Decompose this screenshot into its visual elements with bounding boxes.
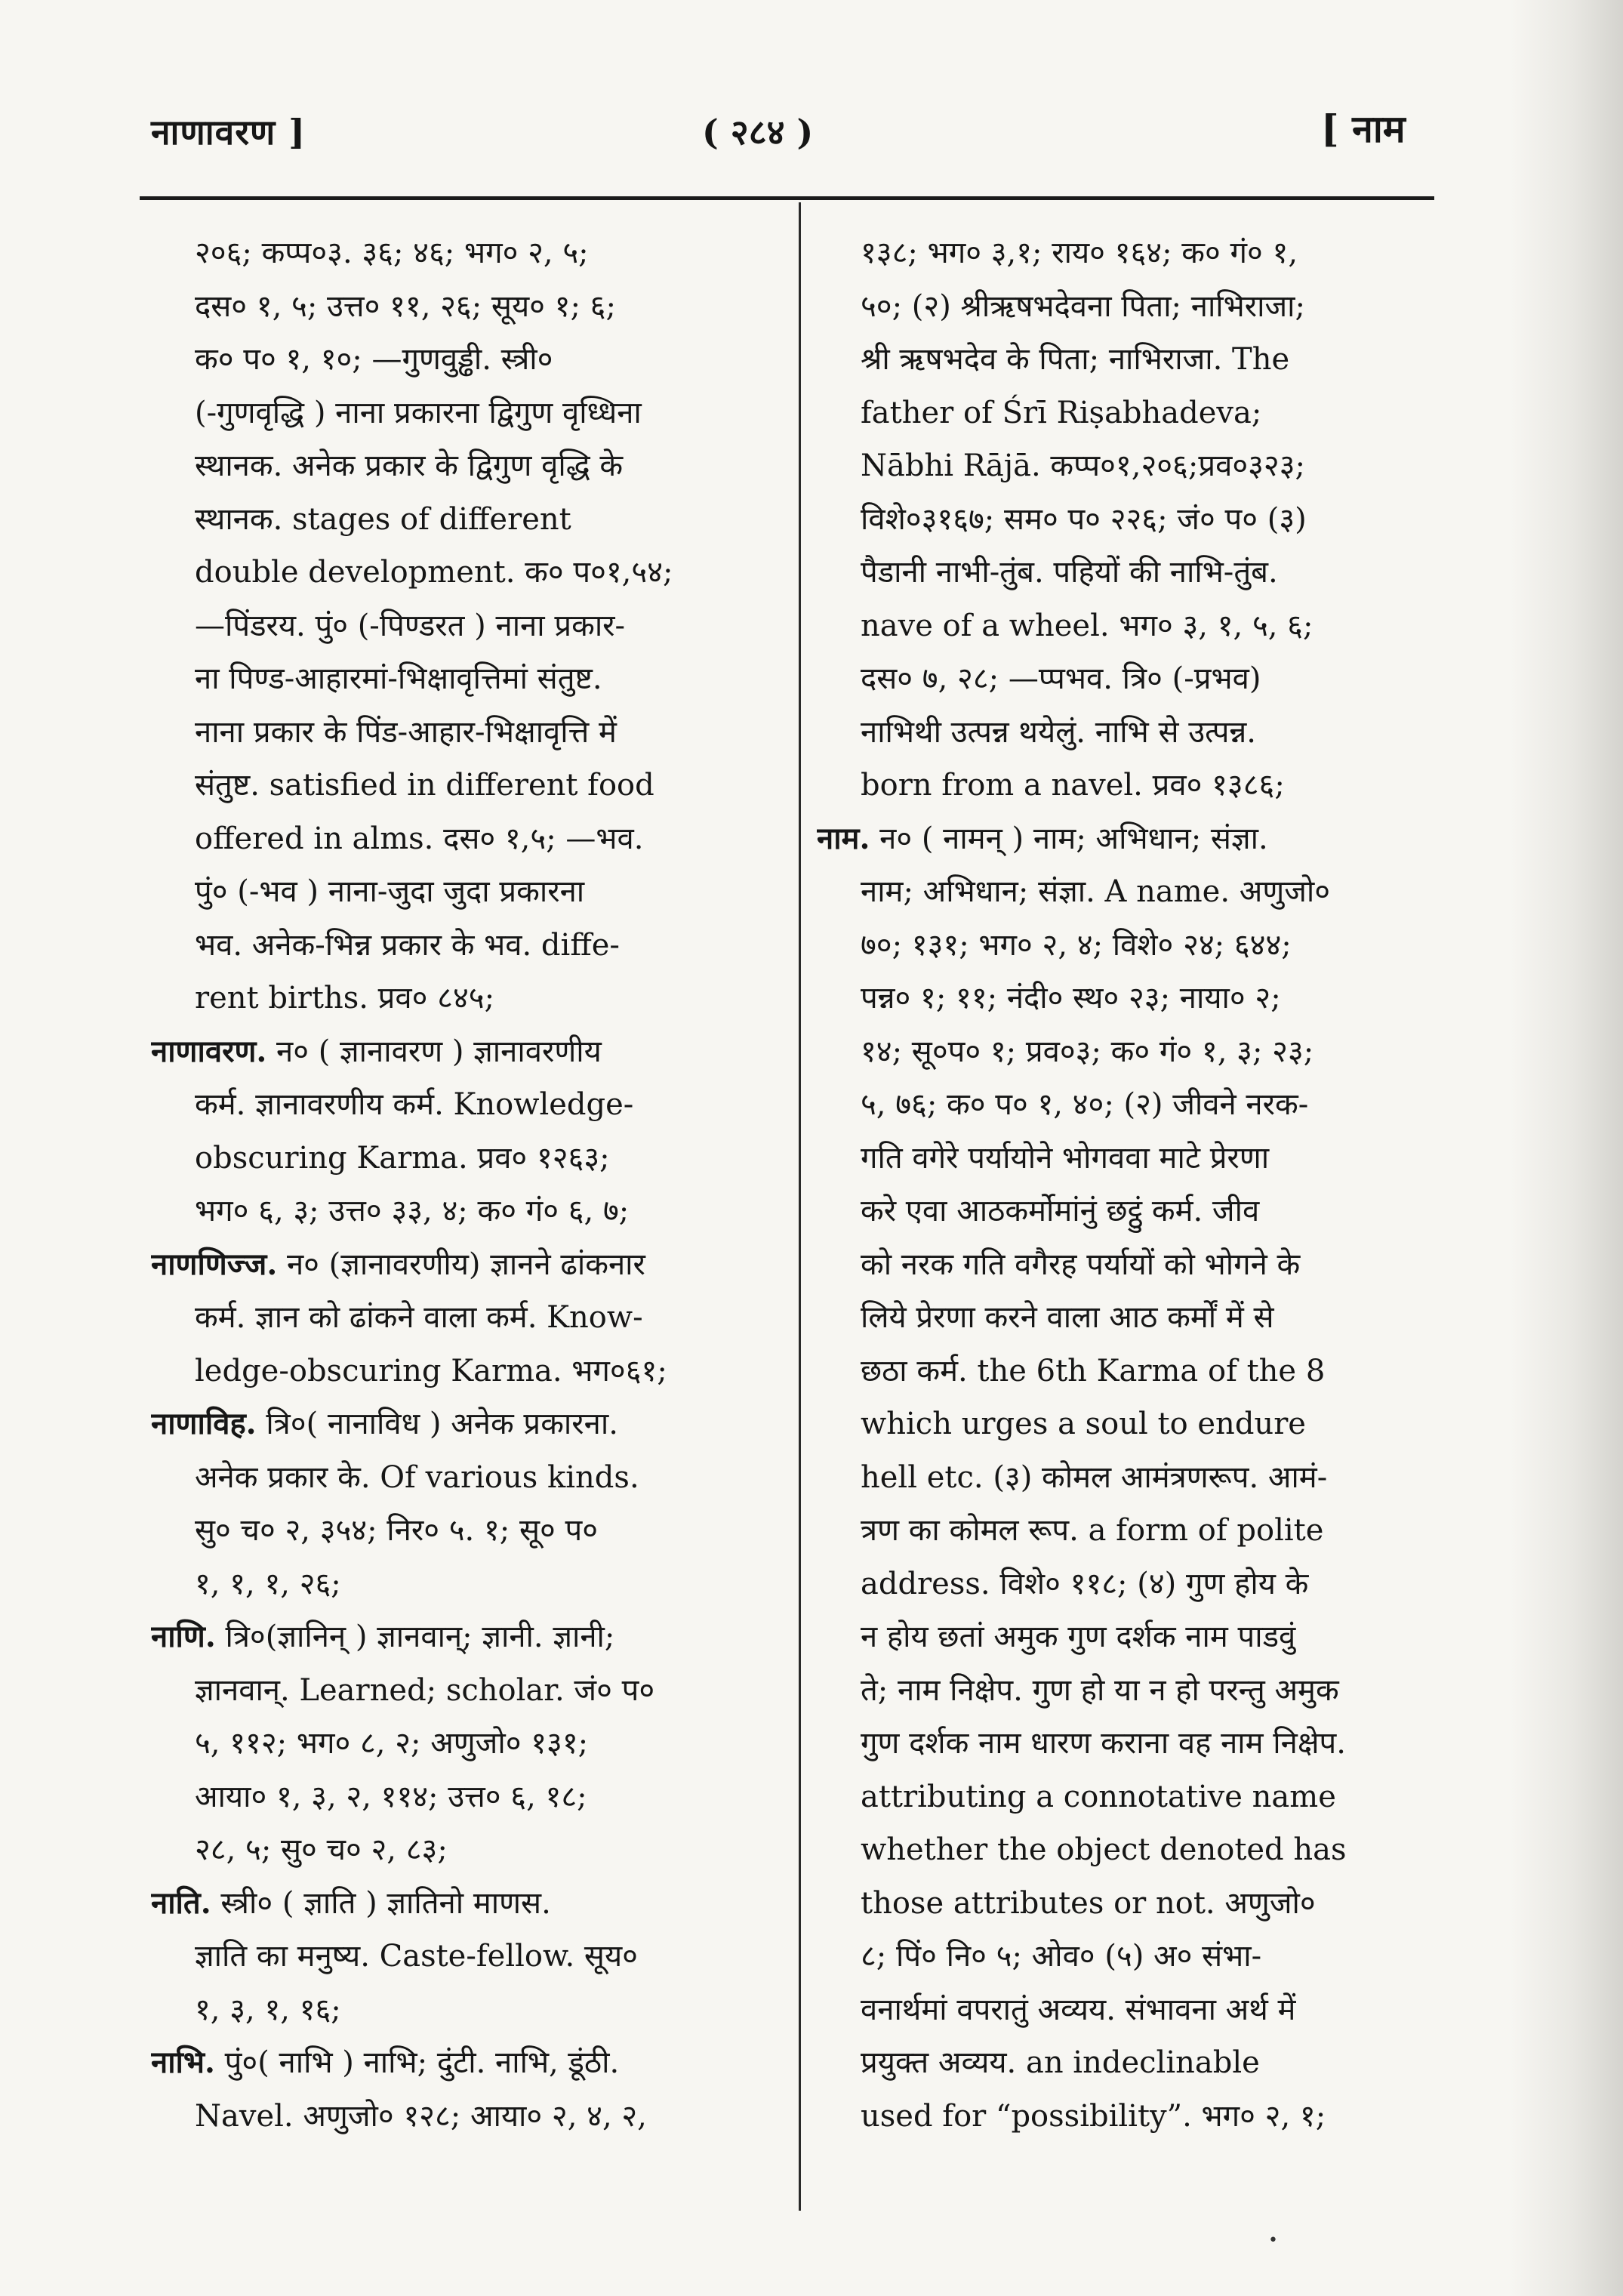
entry-line: Navel. अणुजो० १२८; आया० २, ४, २, xyxy=(195,2098,647,2134)
entry-line: पुं० (-भव ) नाना-जुदा जुदा प्रकारना xyxy=(195,874,585,909)
entry-line: nave of a wheel. भग० ३, १, ५, ६; xyxy=(861,608,1313,643)
entry-line: ledge-obscuring Karma. भग०६१; xyxy=(195,1353,667,1388)
headword: नाणि. xyxy=(151,1619,216,1654)
entry-line: स्थानक. अनेक प्रकार के द्विगुण वृद्धि के xyxy=(195,448,624,483)
entry-line: विशे०३१६७; सम० प० २२६; जं० प० (३) xyxy=(861,501,1307,537)
entry-line: (-गुणवृद्धि ) नाना प्रकारना द्विगुण वृध्धिना xyxy=(195,395,642,430)
entry-line: rent births. प्रव० ८४५; xyxy=(195,981,495,1015)
entry-line: १३८; भग० ३,१; राय० १६४; क० गं० १, xyxy=(861,236,1298,270)
entry-line: भग० ६, ३; उत्त० ३३, ४; क० गं० ६, ७; xyxy=(195,1194,630,1228)
entry-line: नाम; अभिधान; संज्ञा. A name. अणुजो० xyxy=(861,874,1331,909)
entry-line: वनार्थमां वपरातुं अव्यय. संभावना अर्थ में xyxy=(861,1992,1296,2027)
right-column xyxy=(817,227,1434,2143)
page-number: ( २८४ ) xyxy=(702,112,814,153)
entry-line: १, ३, १, १६; xyxy=(195,1992,341,2027)
headword-line: नाणि. त्रि०(ज्ञानिन् ) ज्ञानवान्; ज्ञानी. ज्ञानी; xyxy=(151,1619,615,1654)
headword: नाभि. xyxy=(151,2045,215,2080)
headword-line: नाति. स्त्री० ( ज्ञाति ) ज्ञातिनो माणस. xyxy=(151,1885,551,1921)
entry-line: न होय छतां अमुक गुण दर्शक नाम पाडवुं xyxy=(861,1620,1296,1654)
entry-line: दस० १, ५; उत्त० ११, २६; सूय० १; ६; xyxy=(195,288,616,324)
page-header xyxy=(0,94,1623,162)
entry-line: born from a navel. प्रव० १३८६; xyxy=(861,768,1285,803)
entry-line: श्री ऋषभदेव के पिता; नाभिराजा. The xyxy=(861,342,1290,377)
headword-line: नाणाविह. त्रि०( नानाविध ) अनेक प्रकारना. xyxy=(151,1406,618,1441)
header-rule xyxy=(140,196,1434,200)
headword-line: नाणणिज्ज. न० (ज्ञानावरणीय) ज्ञानने ढांकनार xyxy=(151,1246,645,1282)
headword: नाणाविह. xyxy=(151,1406,257,1441)
scan-edge-shadow xyxy=(1510,0,1623,2296)
entry-line: क० प० १, १०; —गुणवुड्ढी. स्त्री० xyxy=(195,342,553,377)
footer-mark: • xyxy=(1268,2231,1278,2250)
entry-line: father of Śrī Riṣabhadeva; xyxy=(861,395,1262,430)
entry-line: used for “possibility”. भग० २, १; xyxy=(861,2098,1326,2134)
entry-line: ७०; १३१; भग० २, ४; विशे० २४; ६४४; xyxy=(861,927,1292,963)
entry-line: ५, ११२; भग० ८, २; अणुजो० १३१; xyxy=(195,1726,589,1761)
entry-line: नाभिथी उत्पन्न थयेलुं. नाभि से उत्पन्न. xyxy=(861,714,1257,750)
header-right-guideword: [ नाम xyxy=(1321,106,1406,151)
header-left-guideword: नाणावरण ] xyxy=(151,112,306,153)
headword-line: नाभि. पुं०( नाभि ) नाभि; दुंटी. नाभि, डूंठी. xyxy=(151,2045,620,2080)
entry-line: hell etc. (३) कोमल आमंत्रणरूप. आमं- xyxy=(861,1459,1328,1495)
entry-line: which urges a soul to endure xyxy=(861,1407,1306,1441)
entry-line: आया० १, ३, २, ११४; उत्त० ६, १८; xyxy=(195,1779,587,1814)
entry-line: ८; पिं० नि० ५; ओव० (५) अ० संभा- xyxy=(861,1939,1262,1974)
entry-line: कर्म. ज्ञानावरणीय कर्म. Knowledge- xyxy=(195,1087,634,1122)
headword-line: नाणावरण. न० ( ज्ञानावरण ) ज्ञानावरणीय xyxy=(151,1033,602,1069)
entry-line: २८, ५; सु० च० २, ८३; xyxy=(195,1832,448,1867)
entry-line: को नरक गति वगैरह पर्यायों को भोगने के xyxy=(861,1247,1301,1282)
entry-line: address. विशे० ११८; (४) गुण होय के xyxy=(861,1566,1309,1601)
entry-line: अनेक प्रकार के. Of various kinds. xyxy=(195,1459,639,1495)
entry-line: attributing a connotative name xyxy=(861,1779,1336,1814)
entry-line: ज्ञाति का मनुष्य. Caste-fellow. सूय० xyxy=(195,1939,638,1974)
entry-line: करे एवा आठकर्मोमांनुं छट्ठुं कर्म. जीव xyxy=(861,1194,1260,1228)
entry-line: —पिंडरय. पुं० (-पिण्डरत ) नाना प्रकार- xyxy=(195,608,626,643)
entry-line: सु० च० २, ३५४; निर० ५. १; सू० प० xyxy=(195,1513,599,1548)
entry-line: संतुष्ट. satisfied in different food xyxy=(195,768,654,803)
entry-line: २०६; कप्प०३. ३६; ४६; भग० २, ५; xyxy=(195,236,589,270)
entry-line: त्रण का कोमल रूप. a form of polite xyxy=(861,1513,1324,1548)
entry-line: प्रयुक्त अव्यय. an indeclinable xyxy=(861,2045,1260,2080)
entry-line: नाना प्रकार के पिंड-आहार-भिक्षावृत्ति में xyxy=(195,714,617,750)
headword: नाणावरण. xyxy=(151,1033,267,1069)
entry-line: Nābhi Rājā. कप्प०१,२०६;प्रव०३२३; xyxy=(861,448,1305,483)
entry-line: पैडानी नाभी-तुंब. पहियों की नाभि-तुंब. xyxy=(861,555,1278,590)
entry-line: गति वगेरे पर्यायोने भोगववा माटे प्रेरणा xyxy=(861,1140,1270,1176)
entry-line: गुण दर्शक नाम धारण कराना वह नाम निक्षेप. xyxy=(861,1726,1346,1761)
entry-line: ५, ७६; क० प० १, ४०; (२) जीवने नरक- xyxy=(861,1087,1309,1122)
entry-line: double development. क० प०१,५४; xyxy=(195,555,673,590)
entry-line: those attributes or not. अणुजो० xyxy=(861,1885,1316,1921)
entry-line: दस० ७, २८; —प्पभव. त्रि० (-प्रभव) xyxy=(861,661,1261,696)
entry-line: लिये प्रेरणा करने वाला आठ कर्मों में से xyxy=(861,1300,1274,1335)
entry-line: offered in alms. दस० १,५; —भव. xyxy=(195,821,644,856)
entry-line: whether the object denoted has xyxy=(861,1832,1347,1867)
entry-line: ना पिण्ड-आहारमां-भिक्षावृत्तिमां संतुष्ट. xyxy=(195,661,602,696)
entry-line: स्थानक. stages of different xyxy=(195,501,571,537)
column-divider xyxy=(799,202,801,2211)
entry-line: छठा कर्म. the 6th Karma of the 8 xyxy=(861,1353,1326,1388)
headword: नाणणिज्ज. xyxy=(151,1246,278,1282)
headword: नाति. xyxy=(151,1885,211,1921)
entry-line: ते; नाम निक्षेप. गुण हो या न हो परन्तु अमुक xyxy=(861,1672,1339,1708)
left-column xyxy=(151,227,762,2143)
entry-line: obscuring Karma. प्रव० १२६३; xyxy=(195,1140,610,1176)
entry-line: १४; सू०प० १; प्रव०३; क० गं० १, ३; २३; xyxy=(861,1034,1314,1069)
entry-line: पन्न० १; ११; नंदी० स्थ० २३; नाया० २; xyxy=(861,981,1281,1015)
entry-line: भव. अनेक-भिन्न प्रकार के भव. diffe- xyxy=(195,927,620,963)
headword-line: नाम. न० ( नामन् ) नाम; अभिधान; संज्ञा. xyxy=(817,820,1268,856)
entry-line: ज्ञानवान्. Learned; scholar. जं० प० xyxy=(195,1672,655,1708)
entry-line: १, १, १, २६; xyxy=(195,1566,341,1601)
entry-line: कर्म. ज्ञान को ढांकने वाला कर्म. Know- xyxy=(195,1300,643,1335)
entry-line: ५०; (२) श्रीऋषभदेवना पिता; नाभिराजा; xyxy=(861,288,1306,324)
headword: नाम. xyxy=(817,820,870,856)
